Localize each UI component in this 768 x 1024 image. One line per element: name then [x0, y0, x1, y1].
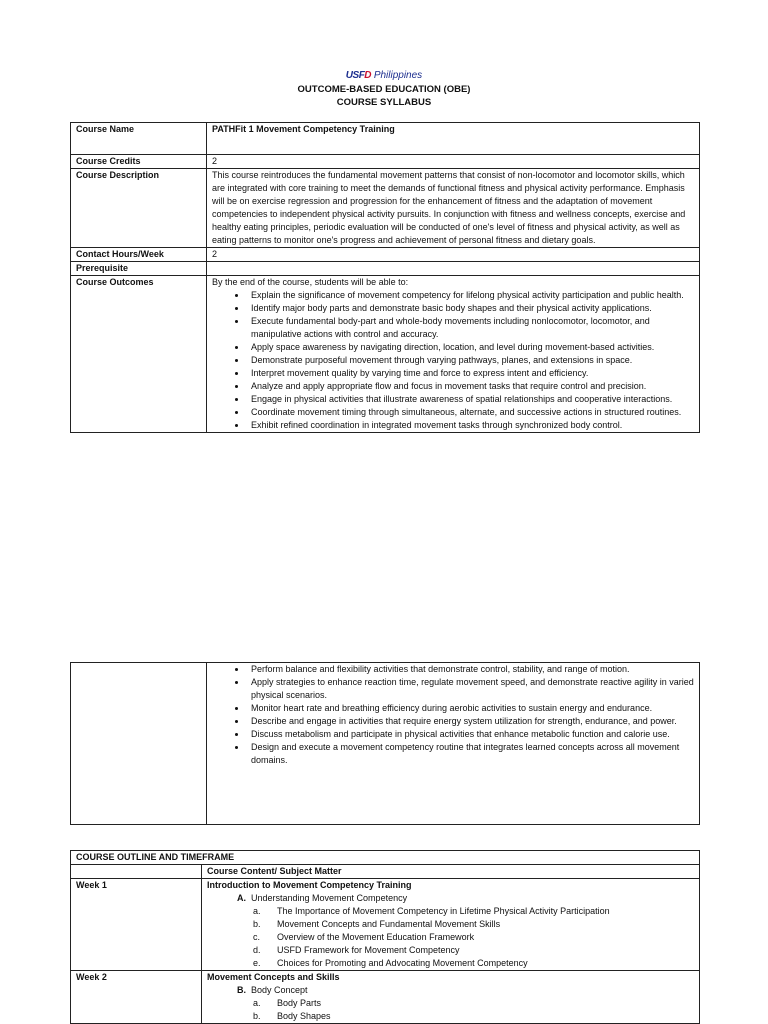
outcome-item: • Monitor heart rate and breathing efficiency during aerobic activities to sustain energy and endurance. [247, 702, 694, 715]
course-outcomes-continued-list [212, 663, 694, 767]
course-name-label: Course Name [71, 123, 207, 155]
subtopic-item [253, 944, 694, 957]
outcome-item: • Execute fundamental body-part and whole-body movements including nonlocomotor, locomotor, and manipulative actions with control and accuracy. [247, 315, 694, 341]
course-credits-row [71, 155, 700, 169]
course-description-label: Course Description [71, 169, 207, 248]
course-outline-title: COURSE OUTLINE AND TIMEFRAME [71, 851, 700, 865]
prerequisite-value [207, 262, 700, 276]
empty-label-cell [71, 663, 207, 825]
course-outline-header-row [71, 865, 700, 879]
subtopic-marker: b. [253, 919, 261, 929]
outcome-item: • Demonstrate purposeful movement through varying pathways, planes, and extensions in space. [247, 354, 694, 367]
subtopic-list [207, 905, 694, 970]
section-marker: B. [237, 985, 246, 995]
course-description-value: This course reintroduces the fundamental movement patterns that consist of non-locomotor and locomotor skills, which are integrated with core training to meet the demands of functional fitness and physical activity performance. Emphasis will be on exercise regression and progression for the enhancement of fitness and the adaptation of movement competencies to independent physical activity pursuits. In conjunction with fitness and wellness concepts, exercise and healthy eating principles, periodic evaluation will be conducted of one's level of fitness and physical activity, as well as eating patterns to monitor one's progress and achievement of personal fitness and dietary goals. [207, 169, 700, 248]
subtopic-item [253, 997, 694, 1010]
outcome-item: • Design and execute a movement competency routine that integrates learned concepts across all movement domains. [247, 741, 694, 767]
course-outline-title-row [71, 851, 700, 865]
section-marker: A. [237, 893, 246, 903]
course-outcomes-row [71, 276, 700, 433]
subtopic-item [253, 905, 694, 918]
logo-suffix: Philippines [373, 70, 423, 81]
logo [0, 69, 768, 82]
subtopic-text: Overview of the Movement Education Framework [277, 932, 475, 942]
subtopic-marker: a. [253, 906, 261, 916]
course-outcomes-cell [207, 276, 700, 433]
document-subtitle: COURSE SYLLABUS [336, 97, 432, 108]
course-outcomes-continued-row [71, 663, 700, 825]
empty-header-cell [71, 865, 202, 879]
prerequisite-row [71, 262, 700, 276]
subtopic-item [253, 1010, 694, 1023]
outcome-item: • Explain the significance of movement competency for lifelong physical activity participation and public health. [247, 289, 694, 302]
course-name-row [71, 123, 700, 155]
section-title: Understanding Movement Competency [251, 893, 408, 903]
course-outcomes-label: Course Outcomes [71, 276, 207, 433]
week-content [202, 971, 700, 1024]
course-credits-value: 2 [207, 155, 700, 169]
section-title: Body Concept [251, 985, 308, 995]
logo-brand-accent: D [364, 70, 372, 81]
course-outcomes-continued-cell [207, 663, 700, 825]
subtopic-marker: e. [253, 958, 261, 968]
logo-brand: USF [345, 70, 365, 81]
subtopic-item [253, 957, 694, 970]
week-content [202, 879, 700, 971]
section-list [207, 984, 694, 997]
week-topic: Movement Concepts and Skills [207, 972, 340, 982]
section-item [237, 892, 694, 905]
course-outcomes-continued-table [70, 662, 700, 825]
subtopic-text: Choices for Promoting and Advocating Movement Competency [277, 958, 528, 968]
prerequisite-label: Prerequisite [71, 262, 207, 276]
section-item [237, 984, 694, 997]
week-topic: Introduction to Movement Competency Training [207, 880, 412, 890]
course-info-table [70, 122, 700, 433]
outcome-item: • Engage in physical activities that illustrate awareness of spatial relationships and cooperative interactions. [247, 393, 694, 406]
course-outcomes-intro: By the end of the course, students will be able to: [212, 277, 409, 287]
subtopic-marker: c. [253, 932, 261, 942]
outcome-item: • Describe and engage in activities that require energy system utilization for strength, endurance, and power. [247, 715, 694, 728]
subtopic-item [253, 931, 694, 944]
course-content-header: Course Content/ Subject Matter [202, 865, 700, 879]
outcome-item: • Apply strategies to enhance reaction time, regulate movement speed, and demonstrate reactive agility in varied physical scenarios. [247, 676, 694, 702]
subtopic-text: Body Parts [277, 998, 322, 1008]
outcome-item: • Coordinate movement timing through simultaneous, alternate, and successive actions in structured routines. [247, 406, 694, 419]
outcome-item: • Interpret movement quality by varying time and force to express intent and efficiency. [247, 367, 694, 380]
subtopic-item [253, 918, 694, 931]
document-title: OUTCOME-BASED EDUCATION (OBE) [297, 84, 471, 95]
subtopic-marker: a. [253, 998, 261, 1008]
week-label: Week 1 [71, 879, 202, 971]
outcome-item: • Apply space awareness by navigating direction, location, and level during movement-based activities. [247, 341, 694, 354]
course-outline-table [70, 850, 700, 1024]
subtopic-text: The Importance of Movement Competency in Lifetime Physical Activity Participation [277, 906, 610, 916]
course-description-row [71, 169, 700, 248]
subtopic-text: Body Shapes [277, 1011, 331, 1021]
course-outcomes-list [212, 289, 694, 432]
contact-hours-label: Contact Hours/Week [71, 248, 207, 262]
contact-hours-value: 2 [207, 248, 700, 262]
contact-hours-row [71, 248, 700, 262]
week-row [71, 971, 700, 1024]
outcome-item: • Perform balance and flexibility activities that demonstrate control, stability, and range of motion. [247, 663, 694, 676]
outcome-item: • Identify major body parts and demonstrate basic body shapes and their physical activity applications. [247, 302, 694, 315]
course-name-value: PATHFit 1 Movement Competency Training [207, 123, 700, 155]
section-list [207, 892, 694, 905]
subtopic-text: Movement Concepts and Fundamental Movement Skills [277, 919, 501, 929]
subtopic-marker: d. [253, 945, 261, 955]
week-label: Week 2 [71, 971, 202, 1024]
document-header [0, 69, 768, 109]
subtopic-text: USFD Framework for Movement Competency [277, 945, 460, 955]
outcome-item: • Analyze and apply appropriate flow and focus in movement tasks that require control and precision. [247, 380, 694, 393]
outcome-item: • Exhibit refined coordination in integrated movement tasks through synchronized body control. [247, 419, 694, 432]
subtopic-list [207, 997, 694, 1023]
course-credits-label: Course Credits [71, 155, 207, 169]
subtopic-marker: b. [253, 1011, 261, 1021]
outcome-item: • Discuss metabolism and participate in physical activities that enhance metabolic function and calorie use. [247, 728, 694, 741]
week-row [71, 879, 700, 971]
